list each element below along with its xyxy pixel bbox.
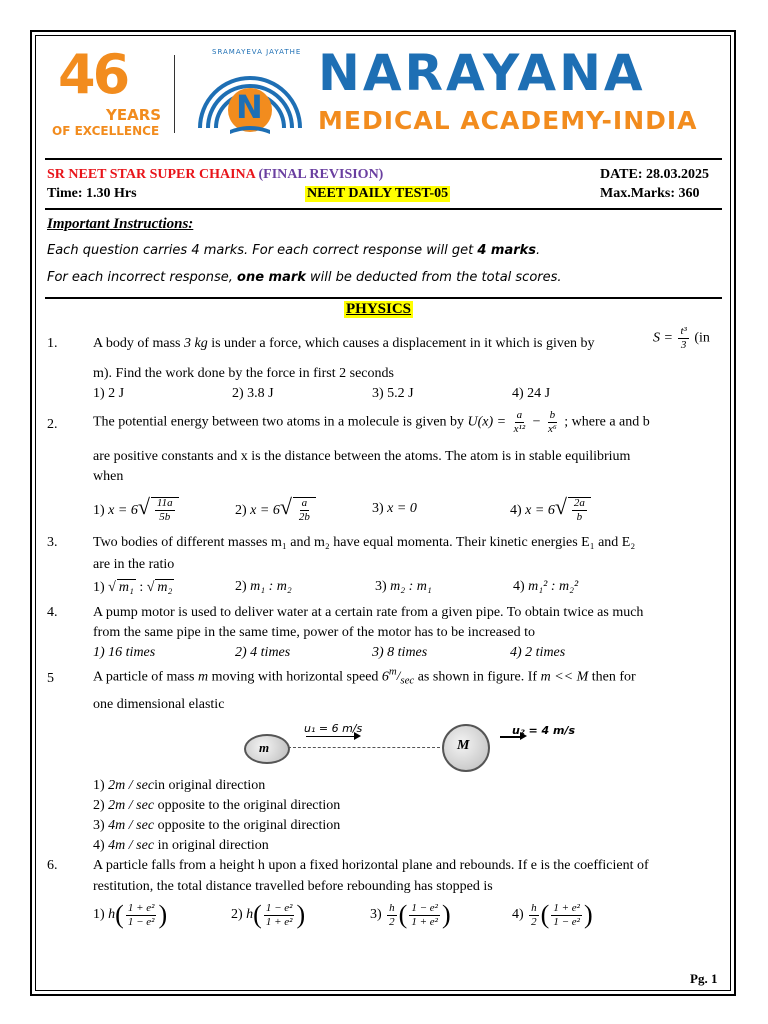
q6-option-1 <box>93 902 167 928</box>
velocity-label-1: u₁ = 6 m/s <box>304 722 363 735</box>
q2-o4-pre: x = 6 <box>525 503 555 518</box>
q6-o4-n: 1 + e² <box>553 901 580 914</box>
years-word: YEARS <box>106 106 162 124</box>
paren-close: ) <box>583 900 593 929</box>
q3-o3-text: m₂ : m₁ <box>390 579 432 594</box>
q6-o4-frac <box>551 903 582 928</box>
q1-equation <box>653 326 710 351</box>
question-2-line-3: when <box>93 469 124 484</box>
paren-open: ( <box>540 900 550 929</box>
q6-o2-n: 1 − e² <box>265 901 293 914</box>
q1-option-2: 2) 3.8 J <box>232 386 274 401</box>
question-4-number: 4. <box>47 605 58 620</box>
radical-icon: √ <box>146 580 155 595</box>
q5-o2-val: 2m / sec <box>108 798 155 813</box>
q2-post: ; where a and b <box>564 414 650 430</box>
q5-speed: 6 <box>381 669 389 685</box>
q6-o3-hn: h <box>389 901 395 914</box>
program-title <box>47 167 383 183</box>
big-ball <box>442 724 490 772</box>
q4-option-4: 4) 2 times <box>510 645 566 660</box>
q5-o2-label: 2) <box>93 798 105 813</box>
q2-fraction-1 <box>512 410 527 435</box>
q2-f2-num: b <box>549 409 556 421</box>
logo-divider <box>174 55 175 133</box>
q2-minus: − <box>532 414 541 430</box>
paren-open: ( <box>253 900 262 929</box>
emblem-motto: SRAMAYEVA JAYATHE <box>212 48 302 56</box>
q6-o3-label: 3) <box>370 907 382 922</box>
question-3-line-2: are in the ratio <box>93 557 175 572</box>
q2-o4-root <box>568 497 591 523</box>
paren-close: ) <box>441 900 451 929</box>
question-5-number: 5 <box>47 671 54 686</box>
instruction-1-pre: Each question carries 4 marks. For each correct response will get <box>47 243 478 258</box>
dashed-path <box>288 747 440 748</box>
q4-option-1: 1) 16 times <box>93 645 156 660</box>
excellence-text: OF EXCELLENCE <box>52 124 160 138</box>
instruction-1-bold: 4 marks <box>477 243 537 258</box>
q6-o2-frac <box>264 903 295 928</box>
q6-option-4 <box>512 902 593 928</box>
q6-option-2 <box>231 902 305 928</box>
q5-o2-text: opposite to the original direction <box>154 798 341 813</box>
paren-open: ( <box>398 900 408 929</box>
q1-frac-num: t³ <box>680 325 687 337</box>
q2-o4-rd: b <box>576 511 583 524</box>
paren-close: ) <box>158 900 168 929</box>
q3-o1-sep: : <box>135 580 147 595</box>
q3-o1-r2: m₂ <box>157 580 173 595</box>
q5-figure <box>240 722 600 774</box>
q2-o1-pre: x = 6 <box>108 503 138 518</box>
revision-label: (FINAL REVISION) <box>258 167 384 182</box>
q5-cond: m << M <box>540 669 589 685</box>
q5-o4-label: 4) <box>93 838 105 853</box>
instructions-heading: Important Instructions: <box>47 216 194 232</box>
question-3-number: 3. <box>47 535 58 550</box>
q5-option-1 <box>93 778 265 794</box>
instruction-line-2 <box>47 270 562 285</box>
q5-m: m <box>197 669 209 685</box>
instruction-1-post: . <box>536 243 541 258</box>
question-5-line-1: A particle of mass m moving with horizontal speed $6^m/_{sec}$ as shown in figure. If m << M then for <box>93 666 636 687</box>
q1-option-1: 1) 2 J <box>93 386 125 401</box>
q2-o1-label: 1) <box>93 503 105 518</box>
q5-o1-label: 1) <box>93 778 105 793</box>
q3-o4-label: 4) <box>513 579 525 594</box>
q2-f2-den: x⁶ <box>548 423 557 435</box>
instruction-2-bold: one mark <box>237 270 306 285</box>
q5-tail: then for <box>591 669 636 685</box>
q2-o2-rd: 2b <box>298 511 310 524</box>
question-3-line-1: Two bodies of different masses m₁ and m₂ have equal momenta. Their kinetic energies E₁ and E₂ <box>93 535 636 550</box>
q4-option-3: 3) 8 times <box>372 645 428 660</box>
q6-o1-n: 1 + e² <box>127 901 155 914</box>
paren-close: ) <box>296 900 306 929</box>
question-1-number: 1. <box>47 336 58 351</box>
q6-option-3 <box>370 902 451 928</box>
q1-option-4: 4) 24 J <box>512 386 551 401</box>
q3-option-4 <box>513 579 578 595</box>
q2-f1-num: a <box>516 409 523 421</box>
q5-o1-text: in original direction <box>154 778 266 793</box>
question-2-line-1 <box>93 410 650 435</box>
q6-o2-d: 1 + e² <box>265 915 293 928</box>
q6-o3-hfrac <box>387 903 397 928</box>
instruction-2-post: will be deducted from the total scores. <box>305 270 562 285</box>
header-rule-mid <box>45 208 722 210</box>
q6-o4-d: 1 − e² <box>553 915 580 928</box>
q6-o4-hn: h <box>531 901 537 914</box>
q5-unit-num: m <box>388 666 397 678</box>
header-rule-top <box>45 158 722 160</box>
test-name: NEET DAILY TEST-05 <box>307 186 449 201</box>
q2-pre: The potential energy between two atoms in a molecule is given by <box>93 414 465 430</box>
emblem-letter: N <box>236 88 263 126</box>
q2-option-4 <box>510 494 591 523</box>
radical-icon: √ <box>554 494 567 519</box>
q6-o4-label: 4) <box>512 907 524 922</box>
question-4-line-2: from the same pipe in the same time, power of the motor has to be increased to <box>93 625 536 640</box>
q5-o1-val: 2m / sec <box>108 778 155 793</box>
q3-o1-label: 1) <box>93 580 105 595</box>
q5-option-4 <box>93 838 269 854</box>
logo-46-years <box>52 43 162 140</box>
instruction-line-1 <box>47 243 540 258</box>
q5-option-3 <box>93 818 340 834</box>
q2-o4-label: 4) <box>510 503 522 518</box>
narayana-emblem <box>190 50 310 140</box>
velocity-arrow-1 <box>306 736 356 737</box>
q5-pre: A particle of mass <box>93 669 195 685</box>
q5-unit-den: sec <box>400 674 415 687</box>
program-name: SR NEET STAR SUPER CHAINA <box>47 167 255 182</box>
question-1-line-2: m). Find the work done by the force in first 2 seconds <box>93 366 394 381</box>
q1-option-3: 3) 5.2 J <box>372 386 414 401</box>
q2-option-2 <box>235 494 316 523</box>
q6-o1-label: 1) <box>93 907 105 922</box>
q3-option-2 <box>235 579 292 595</box>
q1-eq-lhs: S = <box>653 330 673 346</box>
q3-option-3 <box>375 579 432 595</box>
q2-o1-root <box>151 497 179 523</box>
q1-tail: (in <box>694 330 710 346</box>
q6-o3-hd: 2 <box>389 915 395 928</box>
paren-open: ( <box>115 900 124 929</box>
radical-icon: √ <box>137 494 150 519</box>
q6-o1-frac <box>126 903 157 928</box>
velocity-label-2: u₂ = 4 m/s <box>512 724 576 737</box>
years-number: 46 <box>58 43 128 106</box>
q2-o3-label: 3) <box>372 501 384 516</box>
q2-eq-lhs: U(x) = <box>467 414 507 430</box>
question-6-line-2: restitution, the total distance travelled before rebounding has stopped is <box>93 879 493 894</box>
q6-o3-d: 1 + e² <box>411 915 438 928</box>
radical-icon: √ <box>108 580 116 595</box>
question-2-line-2: are positive constants and x is the distance between the atoms. The atom is in stable equilibrium <box>93 449 631 464</box>
q2-o2-label: 2) <box>235 503 247 518</box>
question-6-number: 6. <box>47 858 58 873</box>
q2-o1-rd: 5b <box>159 511 171 524</box>
q1-mass: 3 kg <box>184 336 208 351</box>
q2-o3-pre: x = 0 <box>387 501 417 516</box>
q5-o4-val: 4m / sec <box>108 838 155 853</box>
instructions-rule <box>45 297 722 299</box>
q6-o2-pre: h <box>246 907 254 922</box>
q5-mid: moving with horizontal speed <box>211 669 379 685</box>
question-6-line-1: A particle falls from a height h upon a fixed horizontal plane and rebounds. If e is the coefficient of <box>93 858 649 873</box>
q5-post: as shown in figure. If <box>417 669 538 685</box>
q2-o4-rn: 2a <box>573 497 585 510</box>
q6-o2-label: 2) <box>231 907 243 922</box>
q2-option-3 <box>372 501 417 517</box>
q3-option-1 <box>93 579 174 596</box>
q2-o1-rn: 11a <box>156 497 173 510</box>
q1-fraction <box>678 326 688 351</box>
q6-o1-d: 1 − e² <box>127 915 155 928</box>
q6-o4-hfrac <box>529 903 539 928</box>
q2-fraction-2 <box>546 410 559 435</box>
question-1-line-1 <box>93 336 595 352</box>
q3-o2-label: 2) <box>235 579 247 594</box>
q2-o2-rn: a <box>301 497 308 510</box>
question-2-number: 2. <box>47 417 58 432</box>
q3-o4-text: m₁² : m₂² <box>528 579 579 594</box>
question-5-line-2: one dimensional elastic <box>93 697 225 712</box>
max-marks: Max.Marks: 360 <box>600 186 700 201</box>
instruction-2-pre: For each incorrect response, <box>47 270 238 285</box>
q6-o1-pre: h <box>108 907 116 922</box>
q1-frac-den: 3 <box>680 339 687 351</box>
brand-subtitle: MEDICAL ACADEMY-INDIA <box>318 106 698 135</box>
test-date: DATE: 28.03.2025 <box>600 167 710 182</box>
question-4-line-1: A pump motor is used to deliver water at a certain rate from a given pipe. To obtain twice as much <box>93 605 644 620</box>
test-time: Time: 1.30 Hrs <box>47 186 137 201</box>
q5-option-2 <box>93 798 340 814</box>
big-ball-label: M <box>457 738 470 753</box>
page-number: Pg. 1 <box>690 971 718 986</box>
small-ball <box>244 734 290 764</box>
q3-o1-r1: m₁ <box>118 580 134 595</box>
q3-o3-label: 3) <box>375 579 387 594</box>
q5-o3-val: 4m / sec <box>108 818 155 833</box>
section-title: PHYSICS <box>346 301 412 317</box>
q6-o3-frac <box>409 903 440 928</box>
q3-o2-text: m₁ : m₂ <box>250 579 292 594</box>
q2-f1-den: x¹² <box>513 423 526 435</box>
q2-o2-pre: x = 6 <box>250 503 280 518</box>
q5-o3-label: 3) <box>93 818 105 833</box>
q6-o3-n: 1 − e² <box>411 901 438 914</box>
small-ball-label: m <box>259 740 270 755</box>
q2-option-1 <box>93 494 179 523</box>
brand-name: NARAYANA <box>318 44 646 102</box>
q4-option-2: 2) 4 times <box>235 645 291 660</box>
q6-o4-hd: 2 <box>531 915 537 928</box>
q2-o2-root <box>293 497 316 523</box>
q1-pre: A body of mass <box>93 336 184 351</box>
radical-icon: √ <box>279 494 292 519</box>
q1-post: is under a force, which causes a displacement in it which is given by <box>207 336 595 351</box>
q5-o4-text: in original direction <box>154 838 269 853</box>
q5-o3-text: opposite to the original direction <box>154 818 341 833</box>
